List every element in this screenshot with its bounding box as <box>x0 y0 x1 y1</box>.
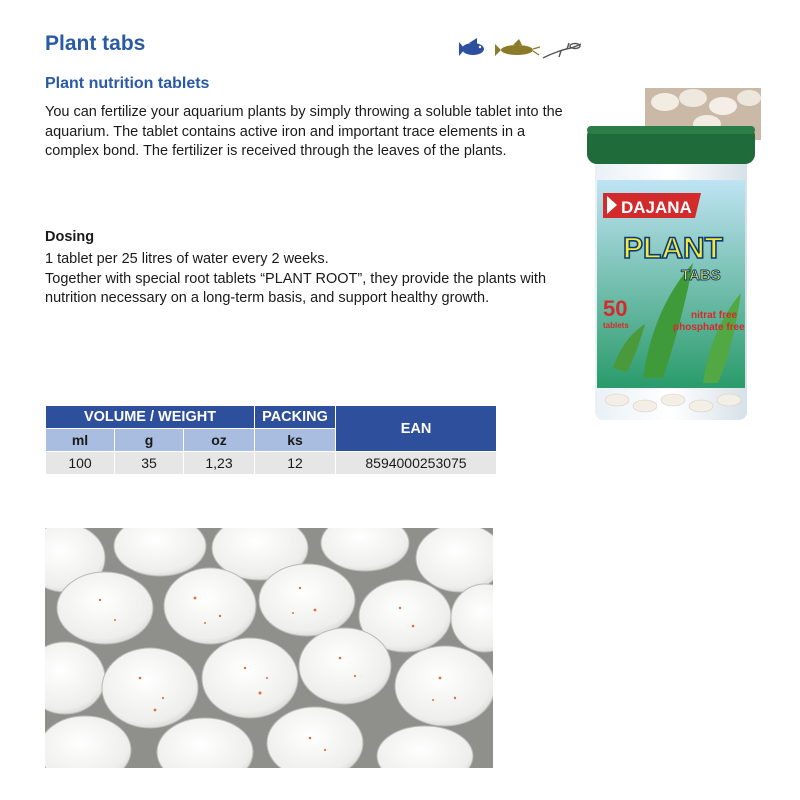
salamander-outline-icon <box>543 43 581 58</box>
claim-nitrate: nitrat free <box>691 310 738 321</box>
tablets-photo <box>45 528 493 768</box>
col-g: g <box>115 429 184 452</box>
dosing-line: Together with special root tablets “PLANT ROOT”, they provide the plants with nutrition necessary on a long-term basis, and support healthy growth. <box>45 270 547 306</box>
product-name-line2: TABS <box>681 267 721 284</box>
col-ks: ks <box>255 429 336 452</box>
brand-label: DAJANA <box>621 198 692 217</box>
intro-paragraph: You can fertilize your aquarium plants by simply throwing a soluble tablet into the aquarium. The tablet contains active iron and important trace elements in a complex bond. The fertilizer is received through the leaves of the plants. <box>45 104 563 159</box>
header-volume-weight: VOLUME / WEIGHT <box>46 406 255 429</box>
cell-ean: 8594000253075 <box>336 452 497 475</box>
tablet-count: 50 <box>603 296 628 321</box>
spec-table <box>45 405 497 475</box>
section-subtitle: Plant nutrition tablets <box>45 75 210 92</box>
product-image <box>583 88 763 423</box>
cell-ml: 100 <box>46 452 115 475</box>
cell-ks: 12 <box>255 452 336 475</box>
header-ean: EAN <box>336 406 497 452</box>
header-packing: PACKING <box>255 406 336 429</box>
cell-g: 35 <box>115 452 184 475</box>
dosing-heading: Dosing <box>45 229 95 245</box>
table-row <box>46 452 497 475</box>
col-ml: ml <box>46 429 115 452</box>
claim-phosphate: phosphate free <box>673 322 745 333</box>
col-oz: oz <box>184 429 255 452</box>
species-icons <box>455 36 585 62</box>
dosing-line: 1 tablet per 25 litres of water every 2 weeks. <box>45 251 329 267</box>
product-name-line1: PLANT <box>623 232 723 265</box>
cell-oz: 1,23 <box>184 452 255 475</box>
catfish-olive-icon <box>495 39 540 56</box>
tablet-count-unit: tablets <box>603 321 629 330</box>
dosing-text <box>45 250 575 309</box>
page-title: Plant tabs <box>45 32 146 55</box>
fish-blue-icon <box>459 38 484 56</box>
